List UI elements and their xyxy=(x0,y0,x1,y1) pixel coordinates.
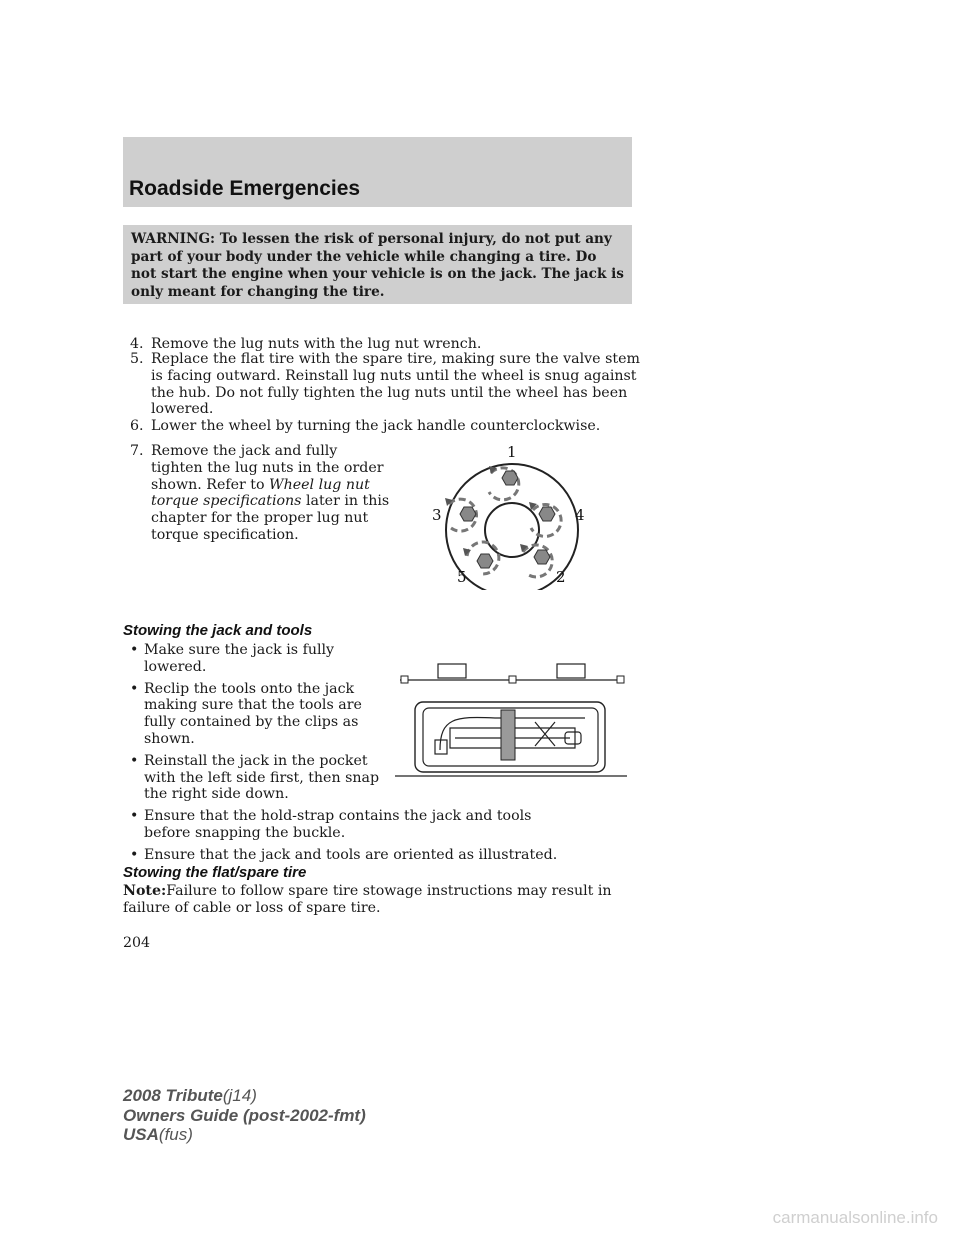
bullet-icon: • xyxy=(130,680,139,697)
list-item xyxy=(130,847,640,864)
step-text-continued: is facing outward. Reinstall lug nuts until the wheel is snug against the hub. Do not fully tighten the lug nuts until the wheel has been lowered. xyxy=(151,367,637,418)
page-number: 204 xyxy=(123,935,151,951)
step-6 xyxy=(130,418,650,435)
fastener xyxy=(401,676,408,683)
jack-stowage-diagram xyxy=(395,658,630,783)
list-item xyxy=(130,753,394,803)
footer-model: 2008 Tribute xyxy=(123,1086,223,1105)
list-item xyxy=(130,681,394,748)
lug-nut-1 xyxy=(502,471,518,485)
lug-nut-5 xyxy=(477,554,493,568)
note-label: Note: xyxy=(123,883,167,899)
order-label-1: 1 xyxy=(507,443,517,461)
bullet-icon: • xyxy=(130,752,139,769)
list-item-text: Make sure the jack is fully lowered. xyxy=(144,642,335,675)
lug-nut-4 xyxy=(539,507,555,521)
step-text-part: later in this chapter for the proper lug nut torque specification. xyxy=(151,493,390,543)
lug-nut-order-diagram xyxy=(425,440,600,590)
fastener xyxy=(509,676,516,683)
step-text: Replace the flat tire with the spare tire, making sure the valve stem xyxy=(151,351,640,367)
list-item-text: Ensure that the jack and tools are oriented as illustrated. xyxy=(144,846,558,863)
stowing-jack-heading: Stowing the jack and tools xyxy=(123,622,313,639)
step-text: Remove the jack and fully xyxy=(151,443,338,459)
fastener xyxy=(617,676,624,683)
bullet-icon: • xyxy=(130,846,139,863)
hold-strap xyxy=(501,710,515,760)
note-text: Failure to follow spare tire stowage instructions may result in failure of cable or loss of spare tire. xyxy=(123,883,612,916)
lug-nut-3 xyxy=(460,507,476,521)
order-label-3: 3 xyxy=(432,506,442,524)
footer-region: USA xyxy=(123,1125,159,1144)
step-text: Remove the lug nuts with the lug nut wrench. xyxy=(151,336,482,352)
step-5 xyxy=(130,351,650,418)
step-text: Lower the wheel by turning the jack handle counterclockwise. xyxy=(151,418,601,434)
bullet-icon: • xyxy=(130,642,139,658)
section-header xyxy=(123,137,632,207)
note xyxy=(123,883,643,917)
list-item xyxy=(130,808,640,842)
footer-region-code: (fus) xyxy=(158,1125,193,1144)
step-number: 4. xyxy=(130,336,144,352)
page-title: Roadside Emergencies xyxy=(129,177,361,200)
bracket-tab xyxy=(438,664,466,678)
step-number: 6. xyxy=(130,418,144,434)
list-item xyxy=(130,642,394,676)
list-item-text: Ensure that the hold-strap contains the jack and tools before snapping the buckle. xyxy=(144,808,532,841)
order-label-5: 5 xyxy=(457,568,467,586)
footer-guide: Owners Guide (post-2002-fmt) xyxy=(123,1105,366,1125)
lug-nut-2 xyxy=(534,550,550,564)
warning-text: WARNING: To lessen the risk of personal injury, do not put any part of your body under the vehicle while changing a tire. Do not start the engine when your vehicle is on the jack. The jack is only meant for changing the tire. xyxy=(131,231,624,300)
footer-model-code: (j14) xyxy=(222,1086,257,1105)
step-text-part: tighten the lug nuts in the order shown. Refer to xyxy=(151,459,384,493)
bullet-icon: • xyxy=(130,808,139,825)
warning-box xyxy=(123,225,632,304)
stowing-flat-heading: Stowing the flat/spare tire xyxy=(123,864,307,881)
step-number: 5. xyxy=(130,351,144,367)
bracket-tab xyxy=(557,664,585,678)
order-label-4: 4 xyxy=(575,506,585,524)
document-footer xyxy=(123,1086,366,1145)
order-label-2: 2 xyxy=(556,568,566,586)
step-7 xyxy=(130,443,390,544)
cross-reference-link: Wheel lug nut torque specifications xyxy=(151,476,370,510)
list-item-text: Reinstall the jack in the pocket with the left side first, then snap the right side down. xyxy=(144,752,380,803)
watermark: carmanualsonline.info xyxy=(772,1208,938,1227)
step-number: 7. xyxy=(130,443,144,459)
list-item-text: Reclip the tools onto the jack making sure that the tools are fully contained by the clips as shown. xyxy=(144,680,362,747)
step-text-continued xyxy=(130,460,390,544)
